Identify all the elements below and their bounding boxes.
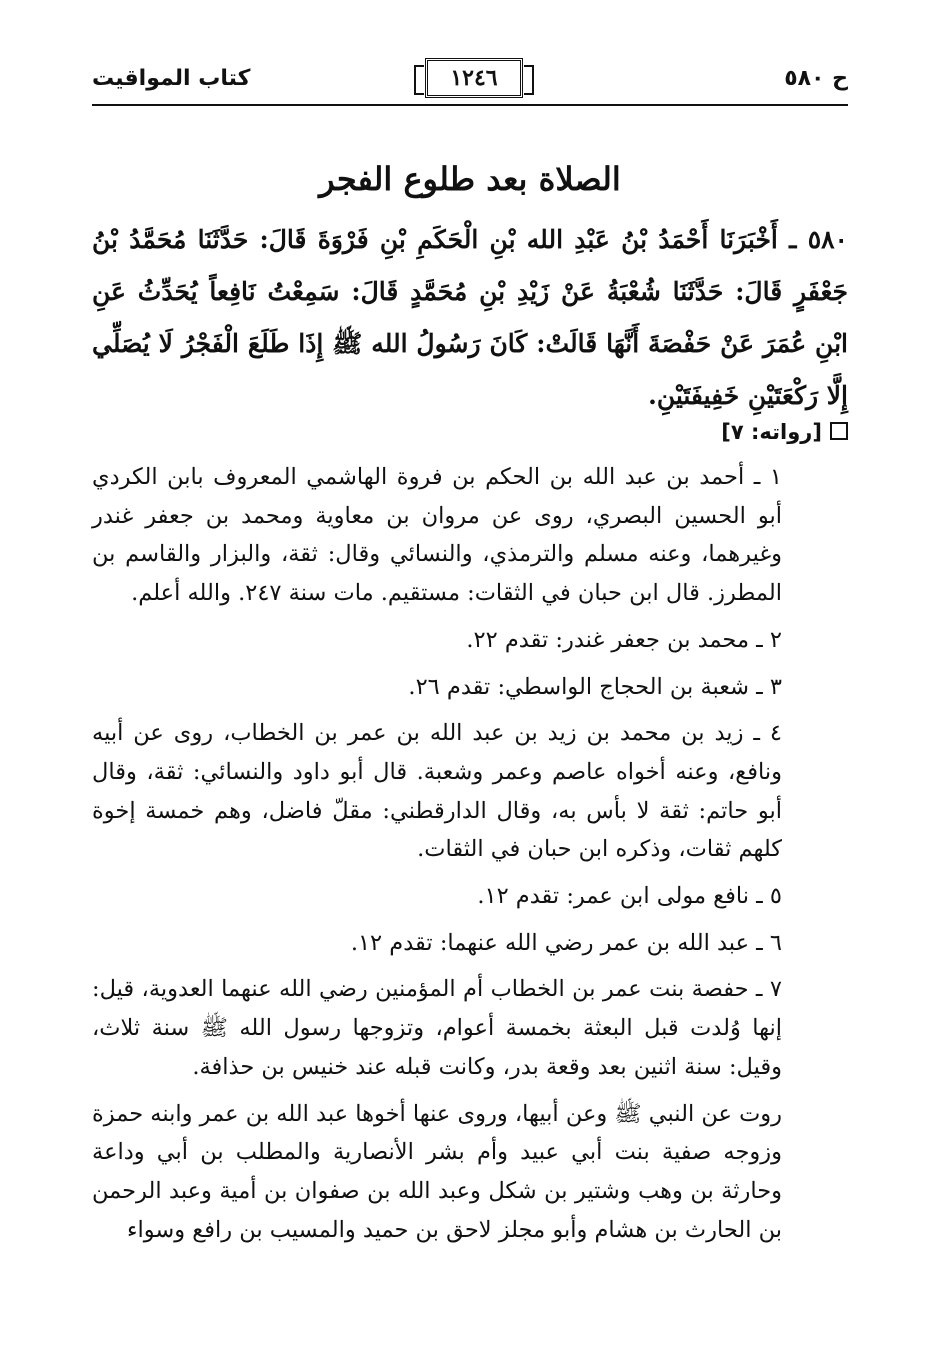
narrators-heading-label: [رواته: ٧]	[721, 420, 822, 444]
narrator-entry: ٦ ـ عبد الله بن عمر رضي الله عنهما: تقدم ١٢.	[350, 929, 782, 956]
hadith-text: ٥٨٠ ـ أَخْبَرَنَا أَحْمَدُ بْنُ عَبْدِ الله بْنِ الْحَكَمِ بْنِ فَرْوَةَ قَالَ: حَدَّثَنَا مُحَمَّدُ بْنُ جَعْفَرٍ قَالَ: حَدَّثَنَا شُعْبَةُ عَنْ زَيْدِ بْنِ مُحَمَّدٍ قَالَ: سَمِعْتُ نَافِعاً يُحَدِّثُ عَنِ ابْنِ عُمَرَ عَنْ حَفْصَةَ أَنَّهَا قَالَتْ: كَانَ رَسُولُ الله ﷺ إِذَا طَلَعَ الْفَجْرُ لَا يُصَلِّي إِلَّا رَكْعَتَيْنِ خَفِيفَتَيْنِ.	[92, 225, 848, 410]
page-number: ١٢٤٦	[425, 58, 523, 98]
narrators-list	[92, 458, 848, 1249]
narrator-entry: ٧ ـ حفصة بنت عمر بن الخطاب أم المؤمنين رضي الله عنهما العدوية، قيل: إنها وُلدت قبل البعثة بخمسة أعوام، وتزوجها رسول الله ﷺ سنة ثلاث، وقيل: سنة اثنين بعد وقعة بدر، وكانت قبله عند خنيس بن حذافة.	[92, 976, 782, 1080]
checkbox-square-icon	[830, 422, 848, 440]
narrator-entry: روت عن النبي ﷺ وعن أبيها، وروى عنها أخوها عبد الله بن عمر وابنه حمزة وزوجه صفية بنت أبي عبيد وأم بشر الأنصارية والمطلب بن أبي وداعة وحارثة بن وهب وشتير بن شكل وعبد الله بن صفوان بن أمية وعبد الرحمن بن الحارث بن هشام وأبو مجلز لاحق بن حميد والمسيب بن رافع وسواء	[92, 1100, 782, 1243]
narrator-entry: ٥ ـ نافع مولى ابن عمر: تقدم ١٢.	[477, 883, 782, 910]
narrators-heading	[92, 420, 848, 444]
hadith-reference: ح ٥٨٠	[784, 66, 848, 91]
narrator-entry: ٣ ـ شعبة بن الحجاج الواسطي: تقدم ٢٦.	[408, 673, 782, 700]
page-header	[92, 58, 848, 104]
section-title: الصلاة بعد طلوع الفجر	[319, 160, 621, 198]
header-divider	[92, 104, 848, 106]
narrator-entry: ١ ـ أحمد بن عبد الله بن الحكم بن فروة الهاشمي المعروف بابن الكردي أبو الحسين البصري، روى عن مروان بن معاوية ومحمد بن جعفر غندر وغيرهما، وعنه مسلم والترمذي، والنسائي وقال: ثقة، والبزار والقاسم بن المطرز. قال ابن حبان في الثقات: مستقيم. مات سنة ٢٤٧. والله أعلم.	[92, 464, 782, 607]
chapter-title: كتاب المواقيت	[92, 66, 251, 91]
narrator-entry: ٢ ـ محمد بن جعفر غندر: تقدم ٢٢.	[466, 626, 782, 653]
narrator-entry: ٤ ـ زيد بن محمد بن زيد بن عبد الله بن عمر بن الخطاب، روى عن أبيه ونافع، وعنه أخواه عاصم وعمر وشعبة. قال أبو داود والنسائي: ثقة، وقال أبو حاتم: ثقة لا بأس به، وقال الدارقطني: مقلّ فاضل، وهم خمسة إخوة كلهم ثقات، وذكره ابن حبان في الثقات.	[92, 720, 782, 863]
